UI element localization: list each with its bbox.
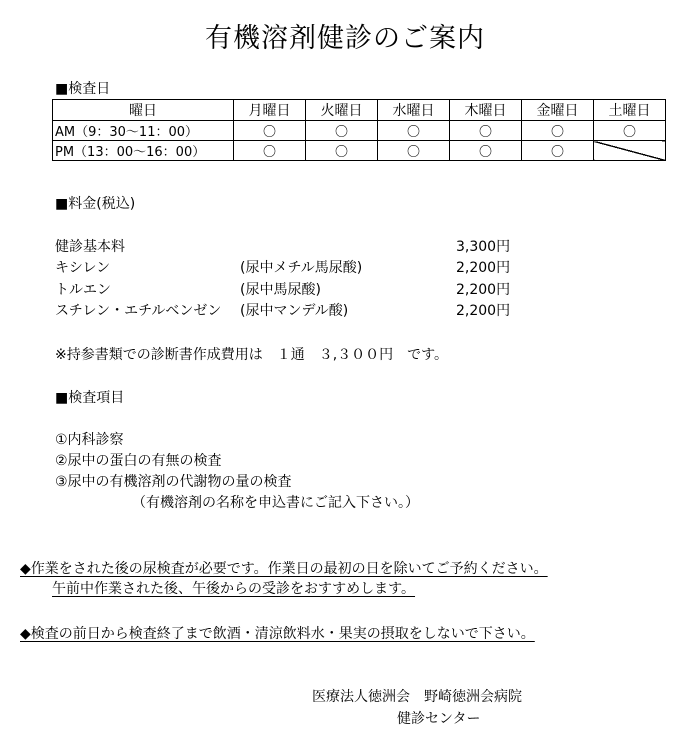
fee-detail-styrene: (尿中マンデル酸) [240,303,349,319]
exam-item-3: ③尿中の有機溶剤の代謝物の量の検査 [55,474,292,490]
notice-no-drinking: ◆検査の前日から検査終了まで飲酒・清涼飲料水・果実の摂取をしないで下さい。 [20,626,535,642]
items-section-label: ■検査項目 [55,390,125,406]
exam-item-sub-note: （有機溶剤の名称を申込書にご記入下さい。） [132,495,419,511]
header-cell-fri: 金曜日 [522,100,594,121]
notice-afternoon-recommend: 午前中作業された後、午後からの受診をおすすめします。 [52,581,416,597]
fee-name-toluene: トルエン [55,282,111,298]
row-label-am: AM（9：30～11：00） [53,121,234,141]
header-cell-thu: 木曜日 [450,100,522,121]
pm-tue-mark: 〇 [306,141,378,161]
footer-department: 健診センター [397,711,481,727]
header-cell-tue: 火曜日 [306,100,378,121]
exam-item-1: ①内科診察 [55,432,124,448]
schedule-row-pm [53,141,666,161]
fee-detail-toluene: (尿中馬尿酸) [240,282,321,298]
fee-price-basic: 3,300円 [456,239,511,255]
row-label-pm: PM（13：00～16：00） [53,141,234,161]
am-tue-mark: 〇 [306,121,378,141]
schedule-row-am [53,121,666,141]
footer-organization: 医療法人徳洲会 野崎徳洲会病院 [312,689,522,705]
pm-thu-mark: 〇 [450,141,522,161]
am-thu-mark: 〇 [450,121,522,141]
header-cell-day: 曜日 [53,100,234,121]
schedule-table [52,99,666,161]
fees-section-label: ■料金(税込) [55,196,136,212]
am-sat-mark: 〇 [594,121,666,141]
exam-item-2: ②尿中の蛋白の有無の検査 [55,453,222,469]
am-wed-mark: 〇 [378,121,450,141]
fee-price-toluene: 2,200円 [456,282,511,298]
page-title: 有機溶剤健診のご案内 [205,23,485,54]
fee-name-basic: 健診基本料 [55,239,125,255]
am-fri-mark: 〇 [522,121,594,141]
notice-urine-test: ◆作業をされた後の尿検査が必要です。作業日の最初の日を除いてご予約ください。 [20,561,548,577]
fee-detail-xylene: (尿中メチル馬尿酸) [240,260,363,276]
fee-name-xylene: キシレン [55,260,111,276]
pm-wed-mark: 〇 [378,141,450,161]
header-cell-sat: 土曜日 [594,100,666,121]
pm-sat-closed-slash [594,141,666,161]
certificate-fee-note: ※持参書類での診断書作成費用は １通 ３,３００円 です。 [55,347,449,363]
fee-name-styrene: スチレン・エチルベンゼン [55,303,222,319]
schedule-header-row [53,100,666,121]
am-mon-mark: 〇 [234,121,306,141]
pm-mon-mark: 〇 [234,141,306,161]
header-cell-mon: 月曜日 [234,100,306,121]
schedule-section-label: ■検査日 [55,81,111,97]
fee-price-xylene: 2,200円 [456,260,511,276]
pm-fri-mark: 〇 [522,141,594,161]
fee-price-styrene: 2,200円 [456,303,511,319]
header-cell-wed: 水曜日 [378,100,450,121]
